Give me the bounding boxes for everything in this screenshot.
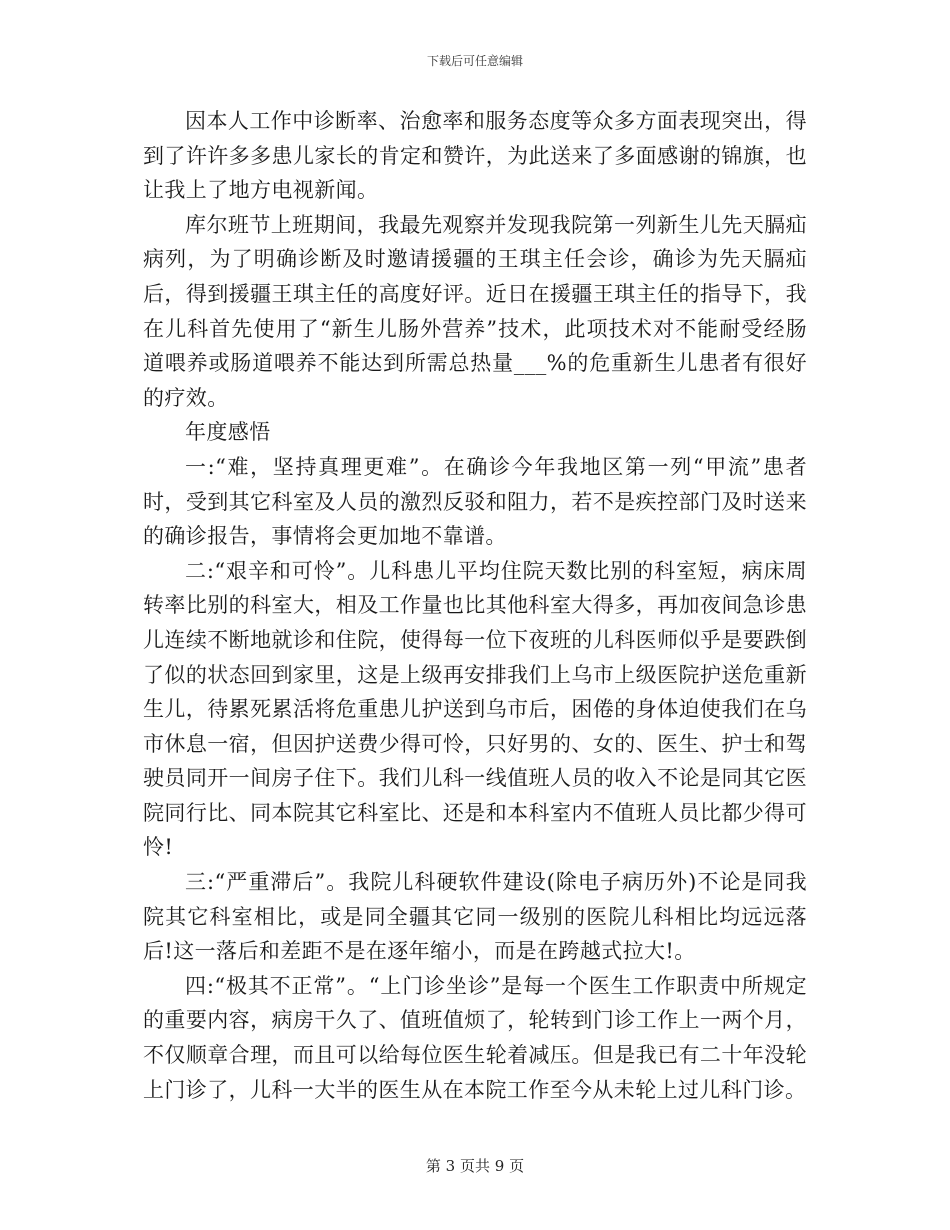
paragraph-kurban-festival: 库尔班节上班期间，我最先观察并发现我院第一列新生儿先天膈疝病列，为了明确诊断及时邀请援疆的王琪主任会诊，确诊为先天膈疝后，得到援疆王琪主任的高度好评。近日在援疆王琪主任的指导下，我在儿科首先使用了“新生儿肠外营养”技术，此项技术对不能耐受经肠道喂养或肠道喂养不能达到所需总热量___%的危重新生儿患者有很好的疗效。 — [143, 212, 807, 410]
paragraph-achievements: 因本人工作中诊断率、治愈率和服务态度等众多方面表现突出，得到了许许多多患儿家长的肯定和赞许，为此送来了多面感谢的锦旗，也让我上了地方电视新闻。 — [143, 109, 807, 203]
page-header-note: 下载后可任意编辑 — [426, 54, 523, 68]
paragraph-reflection-two: 二:“艰辛和可怜”。儿科患儿平均住院天数比别的科室短，病床周转率比别的科室大，相及工作量也比其他科室大得多，再加夜间急诊患儿连续不断地就诊和住院，使得每一位下夜班的儿科医师似乎是要跌倒了似的状态回到家里，这是上级再安排我们上乌市上级医院护送危重新生儿，待累死累活将危重患儿护送到乌市后，困倦的身体迫使我们在乌市休息一宿，但因护送费少得可怜，只好男的、女的、医生、护士和驾驶员同开一间房子住下。我们儿科一线值班人员的收入不论是同其它医院同行比、同本院其它科室比、还是和本科室内不值班人员比都少得可怜! — [143, 558, 807, 860]
paragraph-reflection-three: 三:“严重滞后”。我院儿科硬软件建设(除电子病历外)不论是同我院其它科室相比，或是同全疆其它同一级别的医院儿科相比均远远落后!这一落后和差距不是在逐年缩小，而是在跨越式拉大!。 — [143, 870, 807, 964]
section-heading-annual-reflection: 年度感悟 — [185, 420, 271, 445]
paragraph-reflection-one: 一:“难，坚持真理更难”。在确诊今年我地区第一列“甲流”患者时，受到其它科室及人员的激烈反驳和阻力，若不是疾控部门及时送来的确诊报告，事情将会更加地不靠谱。 — [143, 454, 807, 549]
page-number: 第 3 页共 9 页 — [425, 1157, 525, 1175]
document-body — [143, 104, 807, 1107]
paragraph-reflection-four: 四:“极其不正常”。“上门诊坐诊”是每一个医生工作职责中所规定的重要内容，病房干久了、值班值烦了，轮转到门诊工作上一两个月，不仅顺章合理，而且可以给每位医生轮着减压。但是我已有二十年没轮上门诊了，儿科一大半的医生从在本院工作至今从未轮上过儿科门诊。 — [143, 973, 807, 1102]
